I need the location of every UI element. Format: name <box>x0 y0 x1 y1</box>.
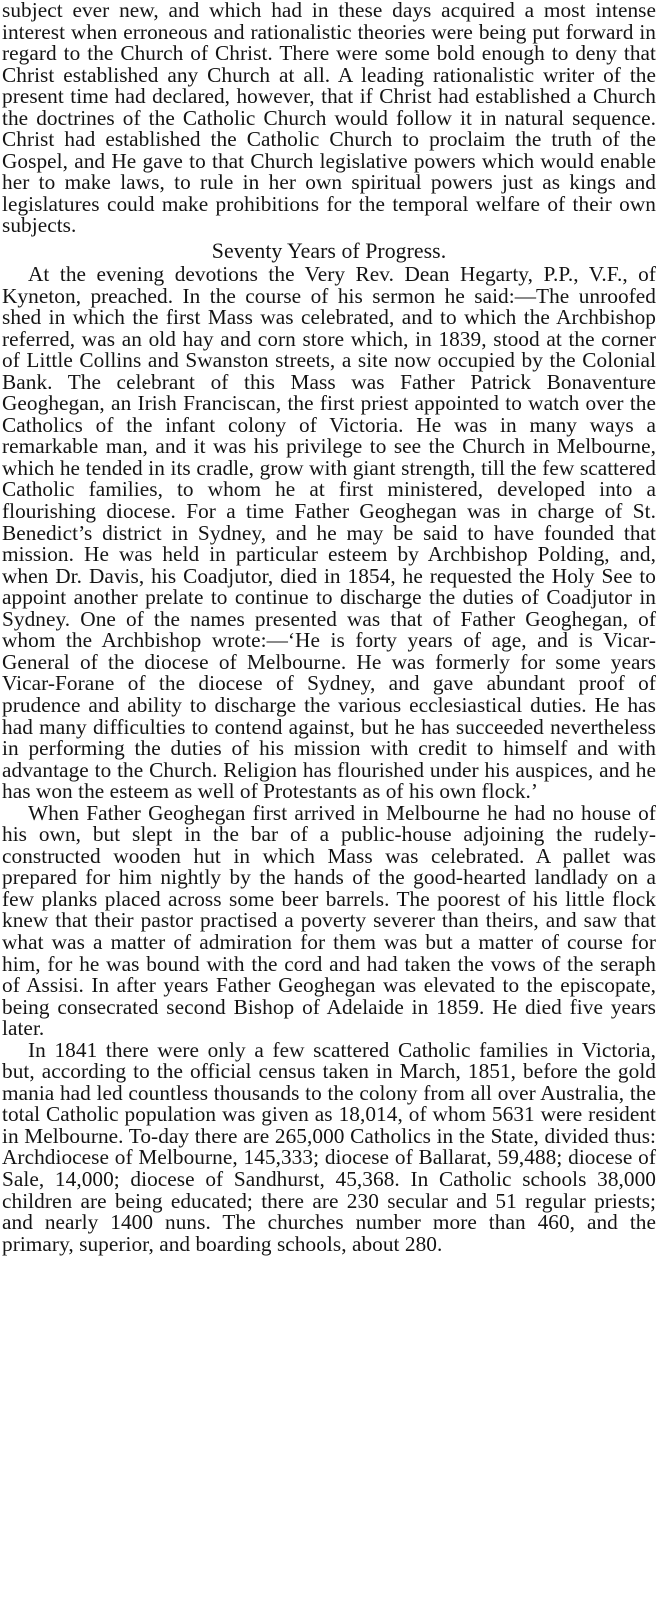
section-heading: Seventy Years of Progress. <box>211 239 447 264</box>
article-paragraph: When Father Geoghegan first arrived in Melbourne he had no house of his own, but slept in the bar of a public-house adjoining the rudely-constructed wooden hut in which Mass was celebrated. A pallet was prepared for him nightly by the hands of the good-hearted landlady on a few planks placed across some beer barrels. The poorest of his little flock knew that their pastor practised a poverty severer than theirs, and saw that what was a matter of admiration for them was but a matter of course for him, for he was bound with the cord and had taken the vows of the seraph of Assisi. In after years Father Geoghegan was elevated to the episcopate, being consecrated second Bishop of Adelaide in 1859. He died five years later. <box>2 800 656 1041</box>
article-paragraph: At the evening devotions the Very Rev. Dean Hegarty, P.P., V.F., of Kyneton, preached. In the course of his sermon he said:—The unroofed shed in which the first Mass was celebrated, and to which the Archbishop referred, was an old hay and corn store which, in 1839, stood at the corner of Little Collins and Swanston streets, a site now occupied by the Colonial Bank. The celebrant of this Mass was Father Patrick Bonaventure Geoghegan, an Irish Franciscan, the first priest appointed to watch over the Catholics of the infant colony of Victoria. He was in many ways a remarkable man, and it was his privilege to see the Church in Melbourne, which he tended in its cradle, grow with giant strength, till the few scattered Catholic families, to whom he at first ministered, developed into a flourishing diocese. For a time Father Geoghegan was in charge of St. Benedict’s district in Sydney, and he may be said to have founded that mission. He was held in particular esteem by Archbishop Polding, and, when Dr. Davis, his Coadjutor, died in 1854, he requested the Holy See to appoint another prelate to continue to discharge the duties of Coadjutor in Sydney. One of the names presented was that of Father Geoghegan, of whom the Archbishop wrote:—‘He is forty years of age, and is Vicar-General of the diocese of Melbourne. He was formerly for some years Vicar-Forane of the diocese of Sydney, and gave abundant proof of prudence and ability to discharge the various ecclesiastical duties. He has had many difficulties to contend against, but he has succeeded nevertheless in performing the duties of his mission with credit to himself and with advantage to the Church. Religion has flourished under his auspices, and he has won the esteem as well of Protestants as of his own flock.’ <box>2 262 656 804</box>
article-paragraph: In 1841 there were only a few scattered Catholic families in Victoria, but, according to the official census taken in March, 1851, before the gold mania had led countless thousands to the colony from all over Australia, the total Catholic population was given as 18,014, of whom 5631 were resident in Melbourne. To-day there are 265,000 Catholics in the State, divided thus: Archdiocese of Melbourne, 145,333; diocese of Ballarat, 59,488; diocese of Sale, 14,000; diocese of Sandhurst, 45,368. In Catholic schools 38,000 children are being educated; there are 230 secular and 51 regular priests; and nearly 1400 nuns. The churches number more than 460, and the primary, superior, and boarding schools, about 280. <box>2 1037 656 1256</box>
article-paragraph: subject ever new, and which had in these days acquired a most intense interest when erroneous and rationalistic theories were being put forward in regard to the Church of Christ. There were some bold enough to deny that Christ established any Church at all. A leading rationalistic writer of the present time had declared, however, that if Christ had established a Church the doctrines of the Catholic Church would follow it in natural sequence. Christ had established the Catholic Church to proclaim the truth of the Gospel, and He gave to that Church legislative powers which would enable her to make laws, to rule in her own spiritual powers just as kings and legislatures could make prohibitions for the temporal welfare of their own subjects. <box>2 0 656 238</box>
